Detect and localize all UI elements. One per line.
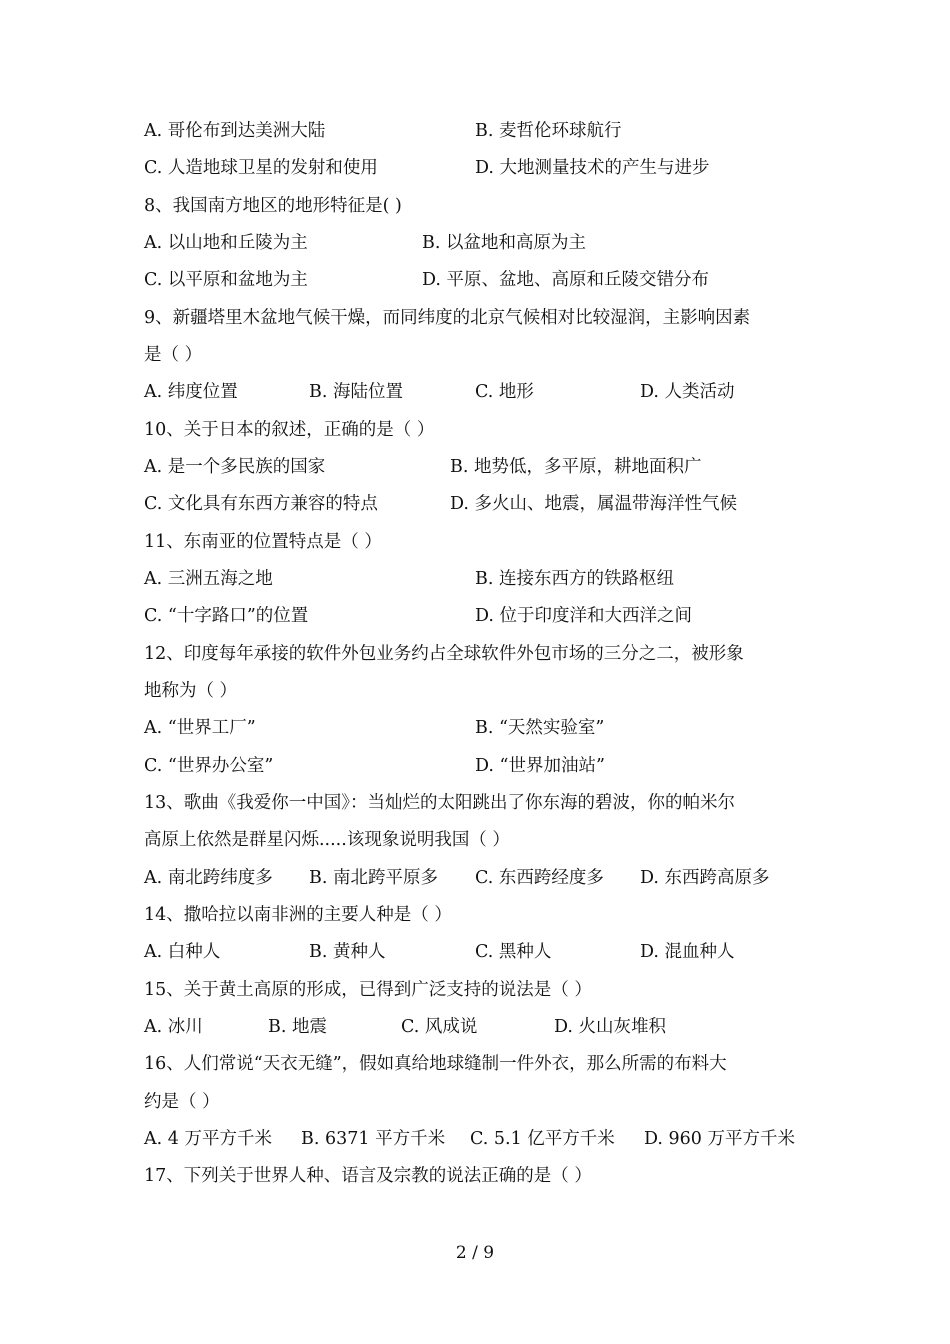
q13-stem-line-2: 高原上依然是群星闪烁.....该现象说明我国（ ） [144, 830, 510, 850]
q16-option-c: C. 5.1 亿平方千米 [470, 1129, 615, 1149]
q14-option-a: A. 白种人 [144, 942, 221, 962]
q9-stem-line-1: 9、新疆塔里木盆地气候干燥，而同纬度的北京气候相对比较湿润，主影响因素 [144, 308, 751, 328]
q7-option-a: A. 哥伦布到达美洲大陆 [144, 121, 326, 141]
q17-stem: 17、下列关于世界人种、语言及宗教的说法正确的是（ ） [144, 1166, 592, 1186]
q12-option-c: C. “世界办公室” [144, 756, 274, 776]
q13-stem-line-1: 13、歌曲《我爱你一中国》：当灿烂的太阳跳出了你东海的碧波，你的帕米尔 [144, 793, 736, 813]
q14-option-b: B. 黄种人 [309, 942, 386, 962]
q9-option-a: A. 纬度位置 [144, 382, 238, 402]
q11-option-c: C. “十字路口”的位置 [144, 606, 309, 626]
q16-stem-line-2: 约是（ ） [144, 1092, 220, 1112]
q10-option-c: C. 文化具有东西方兼容的特点 [144, 494, 378, 514]
q7-option-b: B. 麦哲伦环球航行 [475, 121, 622, 141]
q7-option-c: C. 人造地球卫星的发射和使用 [144, 158, 378, 178]
q12-option-b: B. “天然实验室” [475, 718, 605, 738]
q12-stem-line-2: 地称为（ ） [144, 681, 238, 701]
q10-option-d: D. 多火山、地震，属温带海洋性气候 [450, 494, 738, 514]
q14-option-d: D. 混血种人 [640, 942, 735, 962]
q13-option-b: B. 南北跨平原多 [309, 868, 438, 888]
q9-option-b: B. 海陆位置 [309, 382, 403, 402]
q10-stem: 10、关于日本的叙述，正确的是（ ） [144, 420, 435, 440]
q8-option-c: C. 以平原和盆地为主 [144, 270, 308, 290]
q14-stem: 14、撒哈拉以南非洲的主要人种是（ ） [144, 905, 452, 925]
q11-option-b: B. 连接东西方的铁路枢纽 [475, 569, 674, 589]
q9-option-d: D. 人类活动 [640, 382, 735, 402]
q11-option-d: D. 位于印度洋和大西洋之间 [475, 606, 693, 626]
q16-option-b: B. 6371 平方千米 [301, 1129, 446, 1149]
q8-option-b: B. 以盆地和高原为主 [422, 233, 586, 253]
q15-option-a: A. 冰川 [144, 1017, 203, 1037]
q16-option-d: D. 960 万平方千米 [644, 1129, 795, 1149]
q15-stem: 15、关于黄土高原的形成，已得到广泛支持的说法是（ ） [144, 980, 592, 1000]
page-number: 2 / 9 [455, 1243, 495, 1263]
q7-option-d: D. 大地测量技术的产生与进步 [475, 158, 710, 178]
q11-stem: 11、东南亚的位置特点是（ ） [144, 532, 382, 552]
q8-option-d: D. 平原、盆地、高原和丘陵交错分布 [422, 270, 710, 290]
q13-option-d: D. 东西跨高原多 [640, 868, 770, 888]
q12-option-a: A. “世界工厂” [144, 718, 256, 738]
q14-option-c: C. 黑种人 [475, 942, 552, 962]
q16-stem-line-1: 16、人们常说“天衣无缝”，假如真给地球缝制一件外衣，那么所需的布料大 [144, 1054, 727, 1074]
q8-stem: 8、我国南方地区的地形特征是( ) [144, 196, 402, 216]
q15-option-b: B. 地震 [268, 1017, 327, 1037]
q11-option-a: A. 三洲五海之地 [144, 569, 273, 589]
q12-option-d: D. “世界加油站” [475, 756, 605, 776]
q9-option-c: C. 地形 [475, 382, 534, 402]
q13-option-c: C. 东西跨经度多 [475, 868, 604, 888]
q10-option-a: A. 是一个多民族的国家 [144, 457, 326, 477]
q16-option-a: A. 4 万平方千米 [144, 1129, 272, 1149]
q9-stem-line-2: 是（ ） [144, 345, 203, 365]
q12-stem-line-1: 12、印度每年承接的软件外包业务约占全球软件外包市场的三分之二，被形象 [144, 644, 744, 664]
q13-option-a: A. 南北跨纬度多 [144, 868, 273, 888]
q15-option-d: D. 火山灰堆积 [554, 1017, 667, 1037]
q15-option-c: C. 风成说 [401, 1017, 478, 1037]
q8-option-a: A. 以山地和丘陵为主 [144, 233, 308, 253]
q10-option-b: B. 地势低，多平原，耕地面积广 [450, 457, 702, 477]
